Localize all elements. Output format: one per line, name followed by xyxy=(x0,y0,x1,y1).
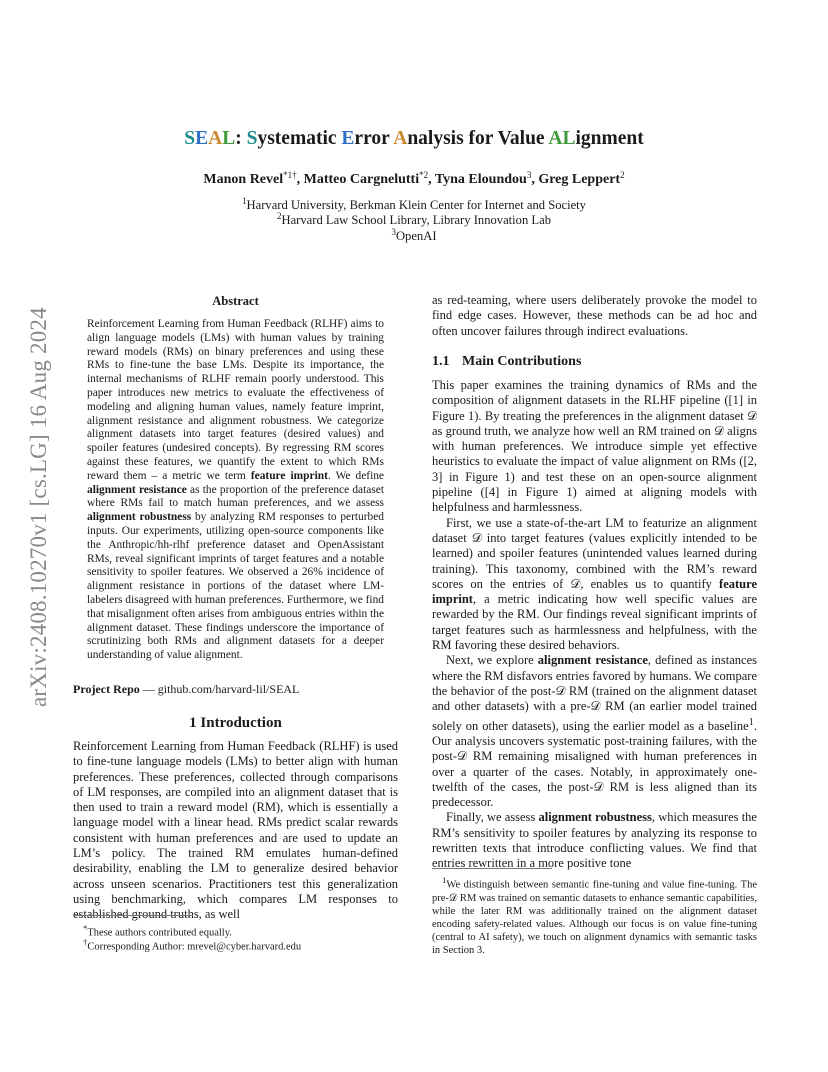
section-heading-introduction: 1 Introduction xyxy=(189,715,282,731)
footnote-divider xyxy=(432,868,552,869)
section-heading-main-contributions xyxy=(432,354,757,370)
affiliation-3 xyxy=(0,229,828,244)
author-marker: 2 xyxy=(620,170,625,180)
repo-separator: — xyxy=(139,682,158,696)
abstract-body xyxy=(87,318,384,663)
contributions-paragraph xyxy=(432,653,757,810)
title-systematic-initial: S xyxy=(246,128,258,149)
paragraph-text: First, we use a state-of-the-art LM to featurize an alignment dataset 𝒟 into target features (values explicitly intended to be learned) and spoiler features (unintended values learned during training). This taxonomy, combined with the RM’s reward scores on the entries of 𝒟, enables us to quantify xyxy=(432,515,757,591)
title-alignment-l: L xyxy=(562,128,576,149)
term-alignment-resistance: alignment resistance xyxy=(537,653,648,668)
affiliation-text: Harvard University, Berkman Klein Center for Internet and Society xyxy=(246,198,586,212)
title-letter-e: E xyxy=(195,128,209,149)
title-alignment-a: A xyxy=(548,128,563,149)
author-name: , Tyna Eloundou xyxy=(428,172,527,187)
title-letter-s: S xyxy=(184,128,196,149)
author-name: , Matteo Cargnelutti xyxy=(296,172,420,187)
title-error-initial: E xyxy=(341,128,355,149)
paper-title xyxy=(0,128,828,150)
paragraph-text: Next, we explore xyxy=(446,653,538,668)
section-title: Main Contributions xyxy=(462,354,582,369)
abstract-heading: Abstract xyxy=(212,294,259,308)
introduction-paragraph: Reinforcement Learning from Human Feedback (RLHF) is used to fine-tune language models (LMs) to better align with human preferences. These preferences, collected through comparisons of LM responses, are compiled into an alignment dataset that is then used to train a reward model (RM), which is essentially a language model with a linear head. RMs predict scalar rewards consistent with human preferences and are used to update an LM’s policy. The trained RM emulates human-defined desirability, enabling the LM to generalize desired behavior across unseen scenarios. Practitioners test this generalization using benchmarking, which compares LM responses to established ground truths, as well xyxy=(73,739,398,922)
title-letter-a: A xyxy=(208,128,223,149)
repo-label: Project Repo xyxy=(73,682,140,696)
paragraph-text: Finally, we assess xyxy=(446,810,539,825)
abstract-text: by analyzing RM responses to perturbed inputs. Our experiments, utilizing open-source components like the Anthropic/hh-rlhf preference dataset and OpenAssistant RMs, reveal significant imprints of target features and a notable sensitivity to spoiler features. We observed a 26% incidence of alignment resistance in portions of the dataset where LM-labelers disagreed with human preferences. Furthermore, we find that misalignment often arises from ambiguous entries within the alignment dataset. These findings underscore the importance of scrutinizing both RMs and alignment datasets for a deeper understanding of value alignment. xyxy=(87,511,384,662)
author-marker: *2 xyxy=(419,170,429,180)
introduction-continuation: as red-teaming, where users deliberately provoke the model to find edge cases. However, these methods can be ad hoc and often uncover failures through indirect evaluations. xyxy=(432,293,757,338)
author-list xyxy=(0,172,828,188)
title-analysis-rest: nalysis for Value xyxy=(407,128,549,149)
title-alignment-rest: ignment xyxy=(575,128,644,149)
abstract-term-alignment-resistance: alignment resistance xyxy=(87,483,187,496)
footnote-marker: † xyxy=(83,937,88,947)
contributions-paragraph: This paper examines the training dynamics of RMs and the composition of alignment datasets in the RLHF pipeline ([1] in Figure 1). By treating the preferences in the alignment dataset 𝒟 as ground truth, we analyze how well an RM trained on 𝒟 aligns with human preferences. We introduce simple yet effective heuristics to evaluate the impact of value alignment on RMs ([2, 3] in Figure 1) and test these on an open-source alignment pipeline ([4] in Figure 1) aimed at aligning models with helpfulness and harmlessness. xyxy=(432,378,757,515)
footnote-marker: 1 xyxy=(442,875,447,885)
abstract-text: as the proportion of the preference dataset where RMs fail to match human preferences, and we assess xyxy=(87,483,384,510)
affiliation-marker: 3 xyxy=(391,227,396,237)
footnote-semantic-vs-value xyxy=(432,874,757,957)
title-error-rest: rror xyxy=(354,128,394,149)
title-systematic-rest: ystematic xyxy=(257,128,342,149)
contributions-paragraph xyxy=(432,516,757,654)
footnote-text: These authors contributed equally. xyxy=(87,927,232,939)
contributions-paragraph xyxy=(432,810,757,871)
abstract-term-feature-imprint: feature imprint xyxy=(250,469,328,482)
title-colon: : xyxy=(235,128,242,149)
author-name: , Greg Leppert xyxy=(531,172,621,187)
paragraph-text: , a metric indicating how well specific values are rewarded by the RM. Our findings reveal significant imprints of target features such as harmlessness and helpfulness, with the RM favoring these desired behaviors. xyxy=(432,592,757,653)
affiliation-marker: 1 xyxy=(242,196,247,206)
paragraph-text: , defined as instances where the RM disfavors entries favored by humans. We compare the behavior of the post-𝒟 RM (trained on the alignment dataset and other datasets) with a pre-𝒟 RM (an earlier model trained solely on other datasets), using the earlier model as a baseline xyxy=(432,653,757,733)
author-name: Manon Revel xyxy=(203,172,284,187)
arxiv-identifier: arXiv:2408.10270v1 [cs.LG] 16 Aug 2024 xyxy=(26,307,51,708)
abstract-text: Reinforcement Learning from Human Feedback (RLHF) aims to align language models (LMs) with human values by training reward models (RMs) on binary preferences and using these RMs to fine-tune the base LMs. Despite its importance, the internal mechanisms of RLHF remain poorly understood. This paper introduces new metrics to evaluate the effectiveness of modeling and aligning human values, namely feature imprint, alignment resistance and alignment robustness. We categorize alignment datasets into target features (desired values) and spoiler features (undesired concepts). By regressing RM scores against these features, we quantify the extent to which RMs reward them – a metric we term xyxy=(87,318,384,482)
abstract-text: . We define xyxy=(327,469,384,482)
footnote-corresponding-author xyxy=(83,936,398,954)
affiliation-1 xyxy=(0,198,828,213)
affiliation-marker: 2 xyxy=(276,211,282,221)
term-alignment-robustness: alignment robustness xyxy=(538,810,652,825)
author-marker: 3 xyxy=(526,170,532,180)
repo-link[interactable]: github.com/harvard-lil/SEAL xyxy=(157,682,300,696)
author-marker: *1† xyxy=(283,170,297,180)
main-contributions-body xyxy=(432,378,757,872)
affiliation-text: OpenAI xyxy=(395,229,437,243)
paragraph-text: . Our analysis uncovers systematic post-training failures, with the post-𝒟 RM remaining misaligned with human preferences in over a quarter of the cases. Notably, in approximately one-twelfth of the cases, the post-𝒟 RM is less aligned than its predecessor. xyxy=(432,718,757,810)
paragraph-text: , which measures the RM’s sensitivity to spoiler features by analyzing its response to rewritten texts that introduce conflicting values. We find that entries rewritten in a more positive tone xyxy=(432,810,757,871)
abstract-term-alignment-robustness: alignment robustness xyxy=(87,511,192,524)
term-feature-imprint: feature imprint xyxy=(432,576,757,607)
footnote-text: Corresponding Author: mrevel@cyber.harvard.edu xyxy=(87,941,302,953)
footnote-divider xyxy=(73,915,193,916)
affiliation-text: Harvard Law School Library, Library Innovation Lab xyxy=(281,213,551,227)
title-letter-l: L xyxy=(222,128,236,149)
footnote-reference[interactable]: 1 xyxy=(748,716,754,728)
project-repo-line xyxy=(73,682,398,697)
footnote-marker: * xyxy=(83,923,88,933)
title-analysis-initial: A xyxy=(393,128,408,149)
footnote-text: We distinguish between semantic fine-tuning and value fine-tuning. The pre-𝒟 RM was trained on semantic datasets to enhance semantic capabilities, while the later RM was additionally trained on the alignment dataset encoding safety-related values. Although our focus is on value fine-tuning (central to AI safety), we touch on alignment dynamics with semantic tasks in Section 3. xyxy=(432,879,757,956)
section-number: 1.1 xyxy=(432,354,450,369)
affiliation-2 xyxy=(0,213,828,228)
